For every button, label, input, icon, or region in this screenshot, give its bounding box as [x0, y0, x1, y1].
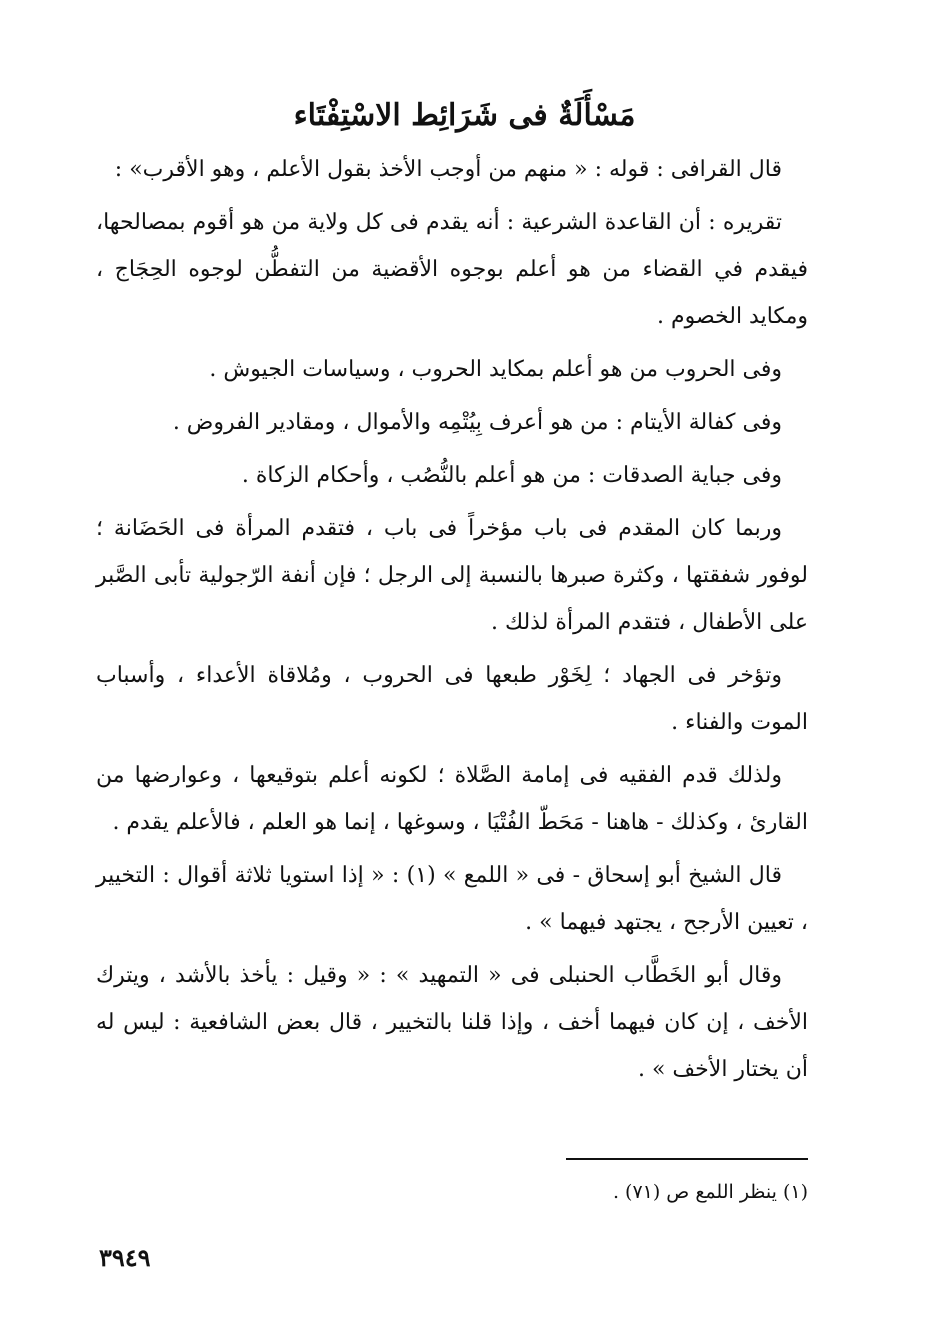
paragraph-9: قال الشيخ أبو إسحاق - فى « اللمع » (١) : « إذا استويا ثلاثة أقوال : التخيير ، تعيين الأرجح ، يجتهد فيهما » . [96, 863, 808, 935]
paragraph-4: وفى كفالة الأيتام : من هو أعرف بِيُتْمِه والأموال ، ومقادير الفروض . [172, 410, 782, 435]
footnote-divider [566, 1158, 808, 1160]
paragraph-7: وتؤخر فى الجهاد ؛ لِخَوْر طبعها فى الحروب ، ومُلاقاة الأعداء ، وأسباب الموت والفناء . [96, 663, 808, 735]
paragraph-6: وربما كان المقدم فى باب مؤخراً فى باب ، فتقدم المرأة فى الحَضَانة ؛ لوفور شفقتها ، وكثرة صبرها بالنسبة إلى الرجل ؛ فإن أنفة الرّجولية تأبى الصَّبر على الأطفال ، فتقدم المرأة لذلك . [96, 516, 808, 635]
page-title: مَسْأَلَةٌ فى شَرَائِط الاسْتِفْتَاء [293, 98, 636, 133]
paragraph-2: تقريره : أن القاعدة الشرعية : أنه يقدم فى كل ولاية من هو أقوم بمصالحها، فيقدم في القضاء من هو أعلم بوجوه الأقضية من التفطُّن لوجوه الحِجَاج ، ومكايد الخصوم . [96, 210, 808, 329]
paragraph-3: وفى الحروب من هو أعلم بمكايد الحروب ، وسياسات الجيوش . [209, 357, 782, 382]
footnote: (١) ينظر اللمع ص (٧١) . [612, 1181, 808, 1203]
paragraph-10: وقال أبو الخَطَّاب الحنبلى فى « التمهيد » : « وقيل : يأخذ بالأشد ، ويترك الأخف ، إن كان فيهما أخف ، وإذا قلنا بالتخيير ، قال بعض الشافعية : ليس له أن يختار الأخف » . [96, 963, 808, 1082]
paragraph-8: ولذلك قدم الفقيه فى إمامة الصَّلاة ؛ لكونه أعلم بتوقيعها ، وعوارضها من القارئ ، وكذلك - هاهنا - مَحَطّ الفُتْيَا ، وسوغها ، إنما هو العلم ، فالأعلم يقدم . [96, 763, 808, 835]
paragraph-1: قال القرافى : قوله : « منهم من أوجب الأخذ بقول الأعلم ، وهو الأقرب» : [114, 157, 782, 182]
page-number: ٣٩٤٩ [99, 1243, 151, 1272]
body-text [96, 146, 808, 1099]
paragraph-5: وفى جباية الصدقات : من هو أعلم بالنُّصُب ، وأحكام الزكاة . [241, 463, 782, 488]
